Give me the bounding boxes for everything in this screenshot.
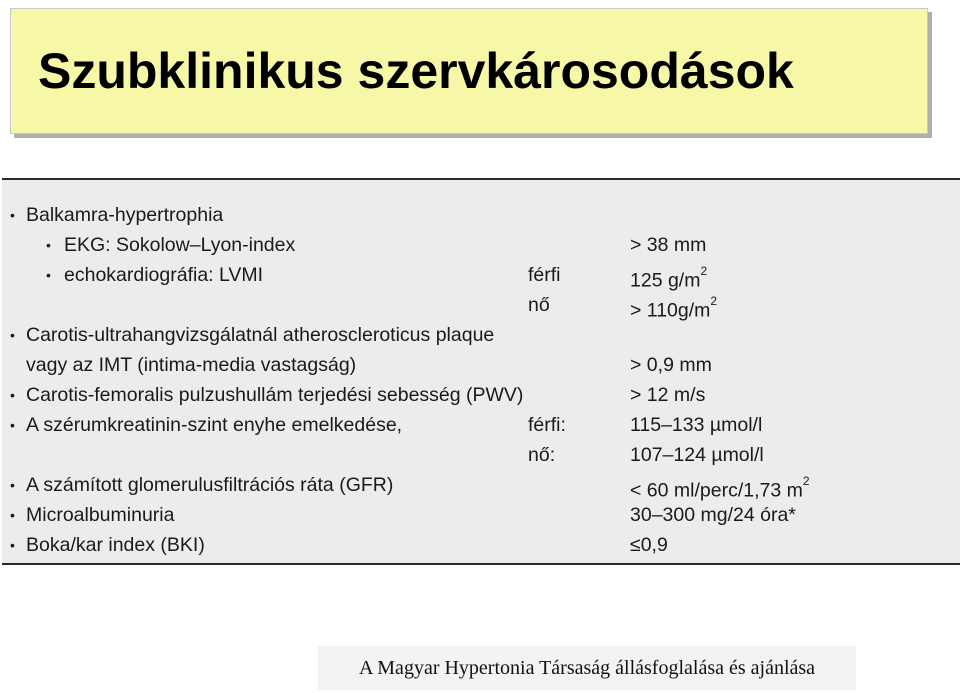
slide-title: Szubklinikus szervkárosodások <box>38 43 794 99</box>
bullet-icon: • <box>10 387 15 403</box>
row-sex: nő <box>528 294 550 316</box>
row-label: Balkamra-hypertrophia <box>26 204 224 226</box>
row-value-superscript: 2 <box>700 264 708 278</box>
table-row <box>2 200 960 230</box>
row-label: Boka/kar index (BKI) <box>26 534 205 556</box>
row-label: Microalbuminuria <box>26 504 175 526</box>
row-value: > $110g/m^2$ <box>630 294 718 322</box>
row-value: ≤0,9 <box>630 534 668 556</box>
row-label: echokardiográfia: LVMI <box>64 264 264 286</box>
row-label: vagy az IMT (intima-media vastagság) <box>26 354 357 376</box>
row-value: > 38 mm <box>630 234 707 256</box>
bullet-icon: • <box>10 537 15 553</box>
row-value: 107–124 µmol/l <box>630 444 764 466</box>
row-value: > 12 m/s <box>630 384 706 406</box>
row-label: Carotis-femoralis pulzushullám terjedési sebesség (PWV) <box>26 384 524 406</box>
bullet-icon: • <box>10 327 15 343</box>
row-value: 30–300 mg/24 óra* <box>630 504 796 526</box>
table-row <box>2 320 960 350</box>
table-row <box>2 230 960 260</box>
bullet-icon: • <box>10 207 15 223</box>
row-value: > 0,9 mm <box>630 354 712 376</box>
table-row <box>2 290 960 320</box>
table-row <box>2 380 960 410</box>
row-label: EKG: Sokolow–Lyon-index <box>64 234 296 256</box>
table-row <box>2 500 960 530</box>
row-value: < 60 ml/perc/1,73 $m^2$ <box>630 474 810 502</box>
bullet-icon: • <box>46 267 51 283</box>
table-row <box>2 530 960 560</box>
table-row <box>2 410 960 440</box>
table-row <box>2 260 960 290</box>
row-sex: férfi <box>528 264 561 286</box>
row-label: A számított glomerulusfiltrációs ráta (GFR) <box>26 474 394 496</box>
row-value-superscript: 2 <box>710 294 718 308</box>
row-sex: nő: <box>528 444 556 466</box>
row-label: A szérumkreatinin-szint enyhe emelkedése, <box>26 414 403 436</box>
bullet-icon: • <box>10 417 15 433</box>
table-row <box>2 470 960 500</box>
row-label: Carotis-ultrahangvizsgálatnál atheroscleroticus plaque <box>26 324 495 346</box>
row-sex: férfi: <box>528 414 566 436</box>
table-row <box>2 440 960 470</box>
row-value: 125 $g/m^2$ <box>630 264 708 292</box>
bullet-icon: • <box>10 507 15 523</box>
bullet-icon: • <box>46 237 51 253</box>
table-row <box>2 350 960 380</box>
row-value-superscript: 2 <box>802 474 810 488</box>
source-footer: A Magyar Hypertonia Társaság állásfoglalása és ajánlása <box>318 646 856 690</box>
bullet-icon: • <box>10 477 15 493</box>
row-value: 115–133 µmol/l <box>630 414 763 436</box>
criteria-table <box>2 178 960 565</box>
